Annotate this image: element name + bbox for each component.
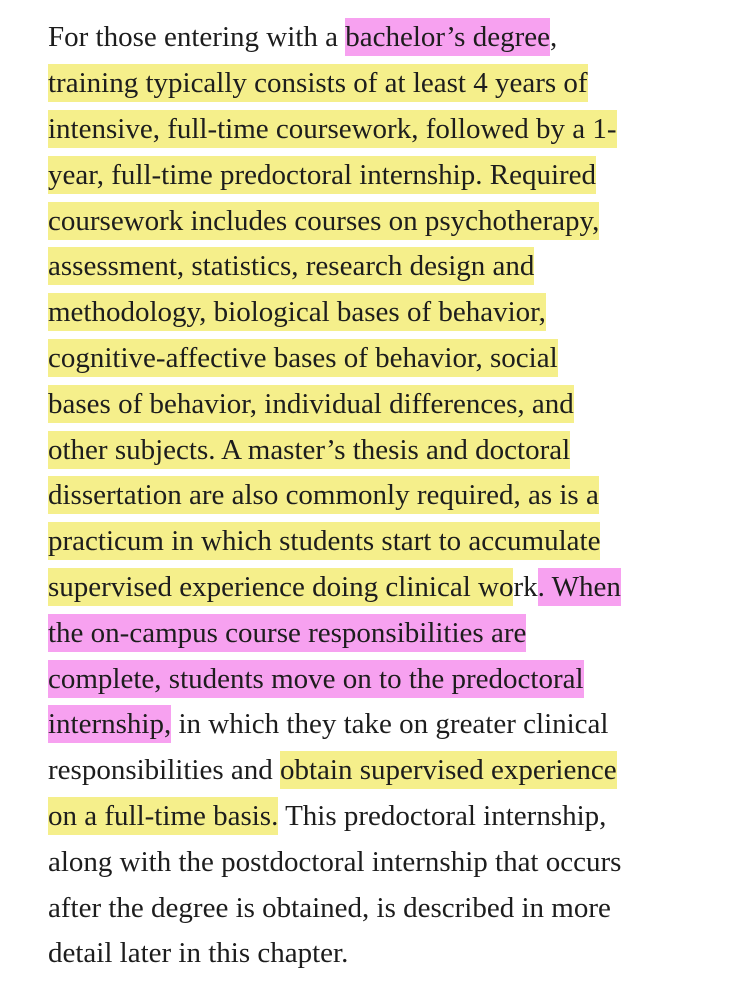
- text-line: [48, 149, 596, 195]
- text-line: [48, 516, 600, 562]
- text-segment: detail later in this chapter.: [48, 937, 349, 970]
- pink-highlight-segment: . When: [538, 568, 621, 606]
- yellow-highlight-segment: supervised experience doing clinical wo: [48, 568, 513, 606]
- yellow-highlight-segment: coursework includes courses on psychotherapy,: [48, 202, 599, 240]
- text-line: [48, 378, 574, 424]
- yellow-highlight-segment: training typically consists of at least 4 years of: [48, 64, 588, 102]
- pink-highlight-segment: the on-campus course responsibilities are: [48, 614, 526, 652]
- text-line: [48, 882, 611, 928]
- text-line: [48, 58, 588, 104]
- text-line: [48, 562, 621, 608]
- text-line: [48, 12, 557, 58]
- text-segment: in which they take on greater clinical: [171, 708, 609, 741]
- text-segment: This predoctoral internship,: [278, 799, 607, 832]
- text-segment: after the degree is obtained, is described in more: [48, 891, 611, 924]
- text-line: [48, 241, 534, 287]
- text-line: [48, 195, 599, 241]
- pink-highlight-segment: bachelor’s degree: [345, 18, 550, 56]
- text-line: [48, 745, 617, 791]
- yellow-highlight-segment: other subjects. A master’s thesis and doctoral: [48, 431, 570, 469]
- pink-highlight-segment: internship,: [48, 705, 171, 743]
- text-line: [48, 836, 621, 882]
- text-line: [48, 928, 348, 974]
- yellow-highlight-segment: year, full-time predoctoral internship. Required: [48, 156, 596, 194]
- text-line: [48, 699, 609, 745]
- text-segment: ,: [549, 21, 558, 54]
- yellow-highlight-segment: on a full-time basis.: [48, 797, 278, 835]
- pink-highlight-segment: complete, students move on to the predoctoral: [48, 660, 584, 698]
- yellow-highlight-segment: practicum in which students start to accumulate: [48, 522, 600, 560]
- text-line: [48, 287, 546, 333]
- text-line: [48, 791, 606, 837]
- text-line: [48, 424, 570, 470]
- yellow-highlight-segment: cognitive-affective bases of behavior, social: [48, 339, 558, 377]
- text-segment: rk: [513, 570, 538, 603]
- yellow-highlight-segment: dissertation are also commonly required, as is a: [48, 476, 599, 514]
- text-line: [48, 653, 584, 699]
- yellow-highlight-segment: obtain supervised experience: [280, 751, 617, 789]
- text-segment: For those entering with a: [48, 21, 346, 54]
- yellow-highlight-segment: bases of behavior, individual differences, and: [48, 385, 574, 423]
- text-segment: responsibilities and: [48, 754, 280, 787]
- text-segment: along with the postdoctoral internship that occurs: [48, 845, 622, 878]
- yellow-highlight-segment: intensive, full-time coursework, followed by a 1-: [48, 110, 617, 148]
- text-line: [48, 470, 599, 516]
- text-line: [48, 607, 526, 653]
- yellow-highlight-segment: assessment, statistics, research design and: [48, 247, 534, 285]
- text-line: [48, 333, 558, 379]
- text-line: [48, 104, 617, 150]
- yellow-highlight-segment: methodology, biological bases of behavior,: [48, 293, 546, 331]
